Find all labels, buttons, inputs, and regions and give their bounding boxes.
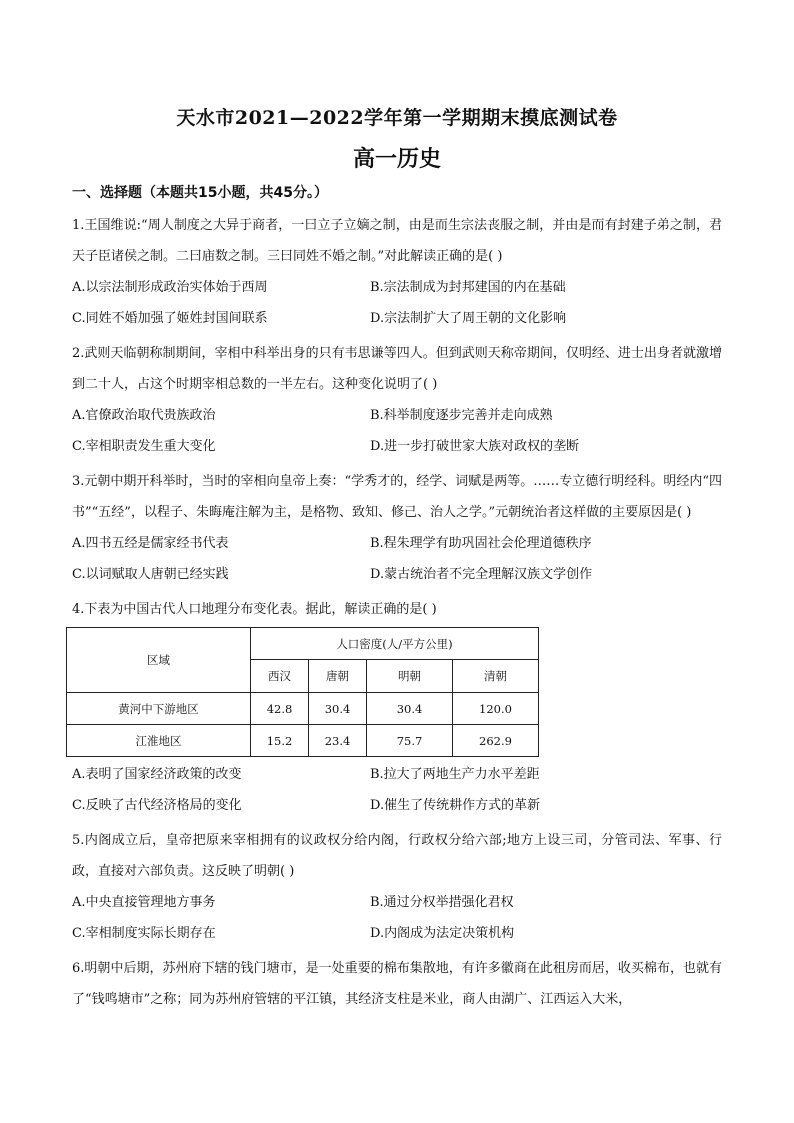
- option-list: [72, 528, 722, 590]
- question-1: [72, 210, 722, 334]
- option-d: D.蒙古统治者不完全理解汉族文学创作: [370, 567, 593, 582]
- option-d: D.内阁成为法定决策机构: [370, 926, 515, 941]
- table-header-period: 西汉: [251, 660, 309, 693]
- exam-title: 天水市2021—2022学年第一学期期末摸底测试卷: [176, 107, 618, 129]
- question-4: [72, 594, 722, 821]
- option-d: D.催生了传统耕作方式的革新: [370, 798, 541, 813]
- table-cell: 30.4: [367, 693, 453, 725]
- question-2: [72, 338, 722, 462]
- table-header-period: 清朝: [453, 660, 539, 693]
- option-list: [72, 400, 722, 462]
- exam-subject: 高一历史: [352, 146, 441, 172]
- question-stem: 2.武则天临朝称制期间，宰相中科举出身的只有韦思谦等四人。但到武则天称帝期间，仅明经、进士出身者就激增到二十人，占这个时期宰相总数的一半左右。这种变化说明了( ): [72, 346, 722, 392]
- table-cell: 23.4: [309, 725, 367, 757]
- table-row: [67, 725, 539, 757]
- table-cell: 15.2: [251, 725, 309, 757]
- option-list: [72, 887, 722, 949]
- option-a: A.表明了国家经济政策的改变: [72, 767, 242, 782]
- table-header-density: 人口密度(人/平方公里): [251, 628, 539, 660]
- table-cell: 120.0: [453, 693, 539, 725]
- table-cell: 75.7: [367, 725, 453, 757]
- table-cell: 30.4: [309, 693, 367, 725]
- population-density-table: [66, 627, 539, 757]
- option-c: C.反映了古代经济格局的变化: [72, 798, 242, 813]
- option-a: A.中央直接管理地方事务: [72, 895, 216, 910]
- question-stem: 5.内阁成立后，皇帝把原来宰相拥有的议政权分给内阁，行政权分给六部;地方上设三司，分管司法、军事、行政，直接对六部负责。这反映了明朝( ): [72, 833, 722, 879]
- option-c: C.以词赋取人唐朝已经实践: [72, 567, 229, 582]
- table-cell: 262.9: [453, 725, 539, 757]
- option-d: D.进一步打破世家大族对政权的垄断: [370, 439, 580, 454]
- option-b: B.程朱理学有助巩固社会伦理道德秩序: [370, 536, 592, 551]
- table-cell: 42.8: [251, 693, 309, 725]
- question-stem: 3.元朝中期开科举时，当时的宰相向皇帝上奏：“学秀才的，经学、词赋是两等。……专立德行明经科。明经内“四书”“五经”，以程子、朱晦庵注解为主，是格物、致知、修己、治人之学。”元朝统治者这样做的主要原因是( ): [72, 474, 722, 520]
- table-header-period: 明朝: [367, 660, 453, 693]
- section-heading: 一、选择题（本题共15小题，共45分。）: [72, 185, 328, 201]
- option-c: C.宰相职责发生重大变化: [72, 439, 216, 454]
- question-stem: 6.明朝中后期，苏州府下辖的钱门塘市，是一处重要的棉布集散地，有许多徽商在此租房而居，收买棉布，也就有了“钱鸣塘市”之称；同为苏州府管辖的平江镇，其经济支柱是米业，商人由湖广、江西运入大米，: [72, 961, 722, 1007]
- option-a: A.四书五经是儒家经书代表: [72, 536, 229, 551]
- table-cell-region: 黄河中下游地区: [67, 693, 251, 725]
- option-a: A.官僚政治取代贵族政治: [72, 408, 216, 423]
- question-3: [72, 466, 722, 590]
- option-c: C.宰相制度实际长期存在: [72, 926, 216, 941]
- option-list: [72, 759, 722, 821]
- question-stem: 1.王国维说:“周人制度之大异于商者，一曰立子立嫡之制，由是而生宗法丧服之制，并由是而有封建子弟之制，君天子臣诸侯之制。二曰庙数之制。三曰同姓不婚之制。”对此解读正确的是( ): [72, 218, 722, 264]
- option-b: B.拉大了两地生产力水平差距: [370, 767, 540, 782]
- question-6: [72, 953, 722, 1015]
- question-5: [72, 825, 722, 949]
- question-stem: 4.下表为中国古代人口地理分布变化表。据此，解读正确的是( ): [72, 602, 437, 617]
- table-header-region: 区域: [67, 628, 251, 693]
- table-header-period: 唐朝: [309, 660, 367, 693]
- table-cell-region: 江淮地区: [67, 725, 251, 757]
- option-b: B.宗法制成为封邦建国的内在基础: [370, 280, 566, 295]
- option-d: D.宗法制扩大了周王朝的文化影响: [370, 311, 567, 326]
- option-b: B.通过分权举措强化君权: [370, 895, 514, 910]
- option-a: A.以宗法制形成政治实体始于西周: [72, 280, 268, 295]
- option-b: B.科举制度逐步完善并走向成熟: [370, 408, 553, 423]
- option-c: C.同姓不婚加强了姬姓封国间联系: [72, 311, 268, 326]
- table-row: [67, 693, 539, 725]
- option-list: [72, 272, 722, 334]
